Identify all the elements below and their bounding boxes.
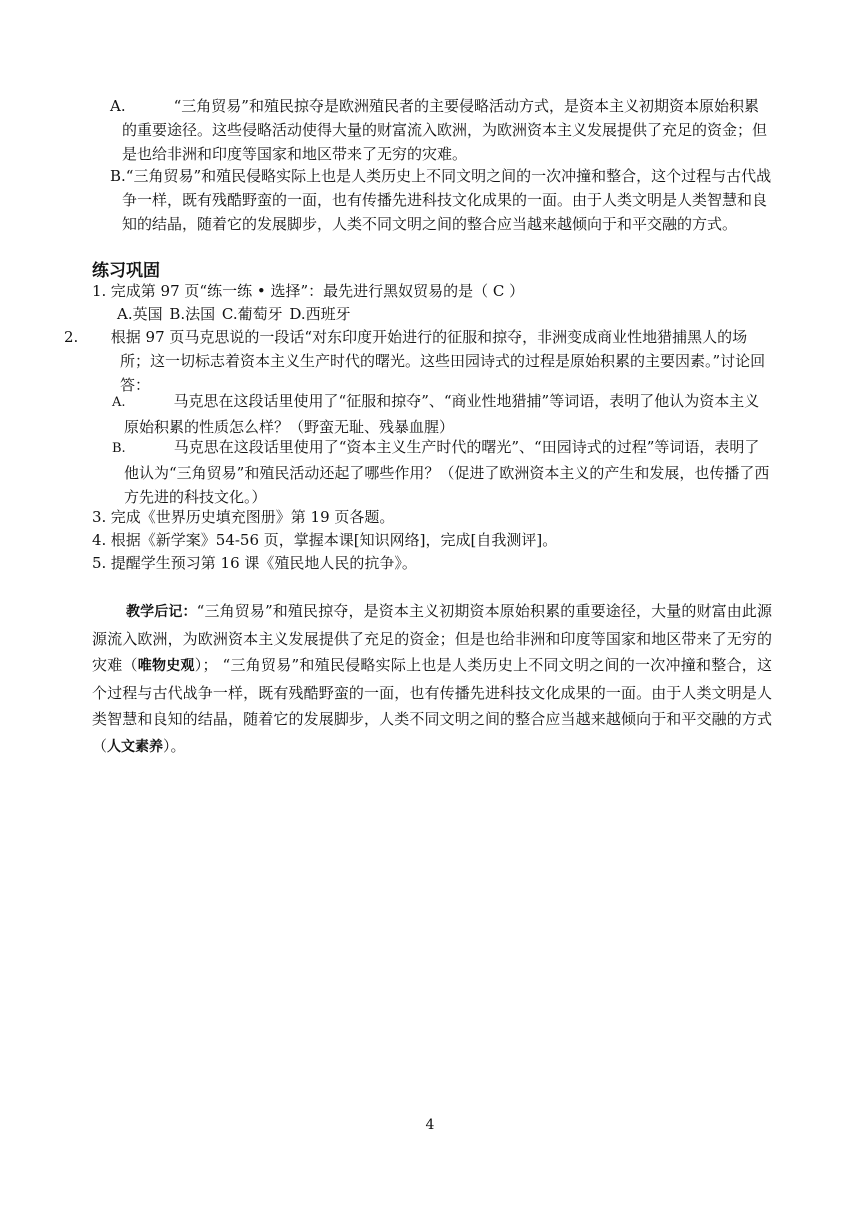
paragraph-b-text: “三角贸易”和殖民侵略实际上也是人类历史上不同文明之间的一次冲撞和整合，这个过程与古代战争一样，既有残酷野蛮的一面，也有传播先进科技文化成果的一面。由于人类文明是人类智慧和良知的结晶，随着它的发展脚步，人类不同文明之间的整合应当越来越倾向于和平交融的方式。 (122, 167, 772, 233)
exercise-5-text: 提醒学生预习第 16 课《殖民地人民的抗争》。 (110, 554, 417, 572)
exercise-item-5 (92, 551, 782, 575)
exercise-2-sub-b-marker: B. (112, 441, 126, 456)
exercise-2-sub-b (112, 435, 772, 509)
paragraph-b (110, 164, 772, 236)
exercise-5-number: 5. (92, 554, 107, 572)
paragraph-a (110, 94, 772, 166)
exercise-4-number: 4. (92, 531, 107, 549)
postscript-label: 教学后记： (126, 604, 197, 620)
exercise-3-text: 完成《世界历史填充图册》第 19 页各题。 (110, 508, 395, 526)
exercise-2-sub-a-marker: A. (112, 395, 126, 410)
exercise-item-1 (92, 279, 782, 303)
postscript-bold-1: 唯物史观 (137, 658, 195, 674)
exercise-3-number: 3. (92, 508, 107, 526)
postscript (92, 598, 772, 760)
paragraph-a-text: “三角贸易”和殖民掠夺是欧洲殖民者的主要侵略活动方式，是资本主义初期资本原始积累的重要途径。这些侵略活动使得大量的财富流入欧洲，为欧洲资本主义发展提供了充足的资金；但是也给非洲和印度等国家和地区带来了无穷的灾难。 (122, 97, 768, 163)
exercise-2-number: 2. (64, 328, 79, 346)
exercise-2-sub-a-text: 马克思在这段话里使用了“征服和掠夺”、“商业性地猎捕”等词语，表明了他认为资本主义原始积累的性质怎么样？（野蛮无耻、残暴血腥） (124, 392, 760, 436)
exercise-2-text: 根据 97 页马克思说的一段话“对东印度开始进行的征服和掠夺，非洲变成商业性地猎捕黑人的场所；这一切标志着资本主义生产时代的曙光。这些田园诗式的过程是原始积累的主要因素。”讨论回答： (110, 328, 766, 394)
exercise-1-number: 1. (92, 282, 107, 300)
page-number: 4 (425, 1117, 435, 1133)
postscript-text-3: ）。 (163, 736, 186, 755)
postscript-text-2: ）； “三角贸易”和殖民侵略实际上也是人类历史上不同文明之间的一次冲撞和整合，这个过程与古代战争一样，既有残酷野蛮的一面，也有传播先进科技文化成果的一面。由于人类文明是人类智慧和良知的结晶，随着它的发展脚步，人类不同文明之间的整合应当越来越倾向于和平交融的方式（ (92, 656, 772, 755)
postscript-text-1: “三角贸易”和殖民掠夺，是资本主义初期资本原始积累的重要途径，大量的财富由此源源流入欧洲，为欧洲资本主义发展提供了充足的资金；但是也给非洲和印度等国家和地区带来了无穷的灾难（ (92, 602, 773, 674)
exercise-item-2 (64, 325, 772, 397)
exercise-1-options: A.英国 B.法国 C.葡萄牙 D.西班牙 (117, 305, 351, 323)
paragraph-a-marker: A. (110, 97, 126, 115)
exercise-item-3 (92, 505, 782, 529)
exercise-2-sub-b-text: 马克思在这段话里使用了“资本主义生产时代的曙光”、“田园诗式的过程”等词语，表明了他认为“三角贸易”和殖民活动还起了哪些作用？（促进了欧洲资本主义的产生和发展，也传播了西方先进的科技文化。） (124, 438, 770, 506)
exercise-1-text: 完成第 97 页“练一练 • 选择”：最先进行黑奴贸易的是（ C ） (110, 282, 525, 300)
paragraph-b-marker: B. (110, 167, 126, 185)
exercise-4-text: 根据《新学案》54-56 页，掌握本课[知识网络]，完成[自我测评]。 (110, 531, 558, 549)
exercise-2-sub-a (112, 389, 772, 439)
postscript-bold-2: 人文素养 (107, 738, 164, 755)
exercise-item-4 (92, 528, 782, 552)
section-title: 练习巩固 (92, 261, 160, 281)
